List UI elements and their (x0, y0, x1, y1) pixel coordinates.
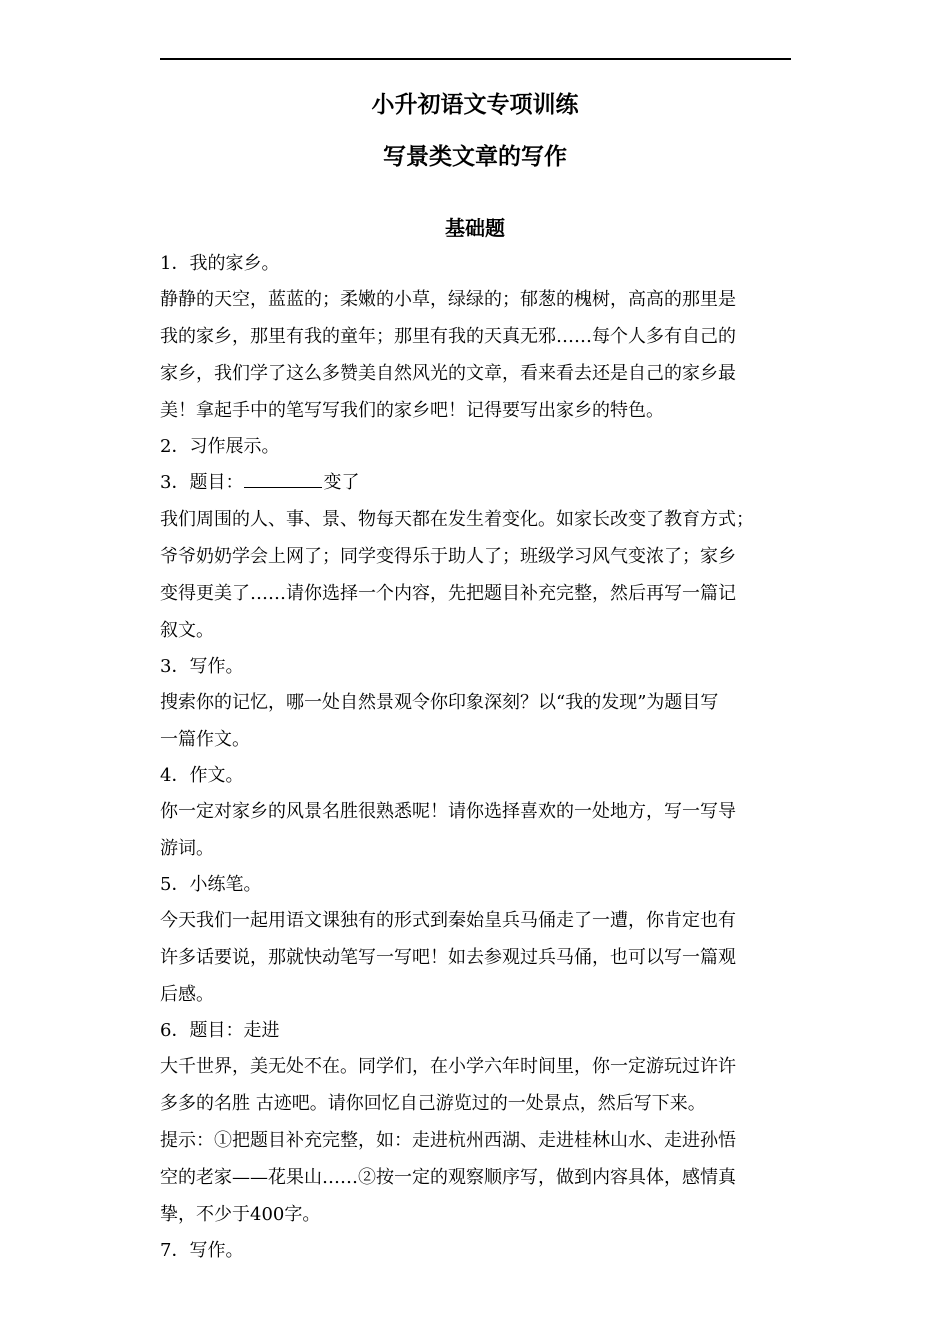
paragraph-line: 后感。 (160, 984, 214, 1005)
question-1-label: 1．我的家乡。 (160, 253, 280, 274)
paragraph-line: 搜索你的记忆，哪一处自然景观令你印象深刻？以“我的发现”为题目写 (160, 692, 719, 713)
question-2-label: 2．习作展示。 (160, 436, 280, 457)
paragraph-line: 家乡，我们学了这么多赞美自然风光的文章，看来看去还是自己的家乡最 (160, 363, 736, 384)
paragraph-line: 提示：①把题目补充完整，如：走进杭州西湖、走进桂林山水、走进孙悟 (160, 1130, 736, 1151)
question-3-suffix: 变了 (323, 472, 360, 493)
question-3b-label: 3．写作。 (160, 656, 244, 677)
question-3-prefix: 3．题目： (160, 472, 244, 493)
paragraph-line: 静静的天空，蓝蓝的；柔嫩的小草，绿绿的；郁葱的槐树，高高的那里是 (160, 289, 736, 310)
paragraph-line: 大千世界，美无处不在。同学们，在小学六年时间里，你一定游玩过许许 (160, 1056, 736, 1077)
paragraph-line: 挚，不少于400字。 (160, 1204, 321, 1225)
paragraph-line: 空的老家——花果山……②按一定的观察顺序写，做到内容具体，感情真 (160, 1167, 736, 1188)
fill-in-blank (244, 473, 322, 488)
paragraph-line: 一篇作文。 (160, 729, 250, 750)
document-title: 小升初语文专项训练 (371, 92, 579, 118)
question-6-label: 6．题目：走进 (160, 1020, 280, 1041)
question-5-label: 5．小练笔。 (160, 874, 262, 895)
section-heading: 基础题 (445, 216, 505, 240)
header-rule (160, 58, 791, 60)
paragraph-line: 美！拿起手中的笔写写我们的家乡吧！记得要写出家乡的特色。 (160, 400, 664, 421)
paragraph-line: 变得更美了……请你选择一个内容，先把题目补充完整，然后再写一篇记 (160, 583, 736, 604)
paragraph-line: 爷爷奶奶学会上网了；同学变得乐于助人了；班级学习风气变浓了；家乡 (160, 546, 736, 567)
paragraph-line: 今天我们一起用语文课独有的形式到秦始皇兵马俑走了一遭，你肯定也有 (160, 910, 736, 931)
paragraph-line: 许多话要说，那就快动笔写一写吧！如去参观过兵马俑，也可以写一篇观 (160, 947, 736, 968)
document-subtitle: 写景类文章的写作 (383, 144, 567, 170)
paragraph-line: 我们周围的人、事、景、物每天都在发生着变化。如家长改变了教育方式； (160, 509, 754, 530)
paragraph-line: 你一定对家乡的风景名胜很熟悉呢！请你选择喜欢的一处地方，写一写导 (160, 801, 736, 822)
paragraph-line: 多多的名胜 古迹吧。请你回忆自己游览过的一处景点，然后写下来。 (160, 1093, 706, 1114)
paragraph-line: 游词。 (160, 838, 214, 859)
question-7-label: 7．写作。 (160, 1240, 244, 1261)
paragraph-line: 我的家乡，那里有我的童年；那里有我的天真无邪……每个人多有自己的 (160, 326, 736, 347)
paragraph-line: 叙文。 (160, 620, 214, 641)
question-3-label (160, 471, 800, 495)
question-4-label: 4．作文。 (160, 765, 244, 786)
